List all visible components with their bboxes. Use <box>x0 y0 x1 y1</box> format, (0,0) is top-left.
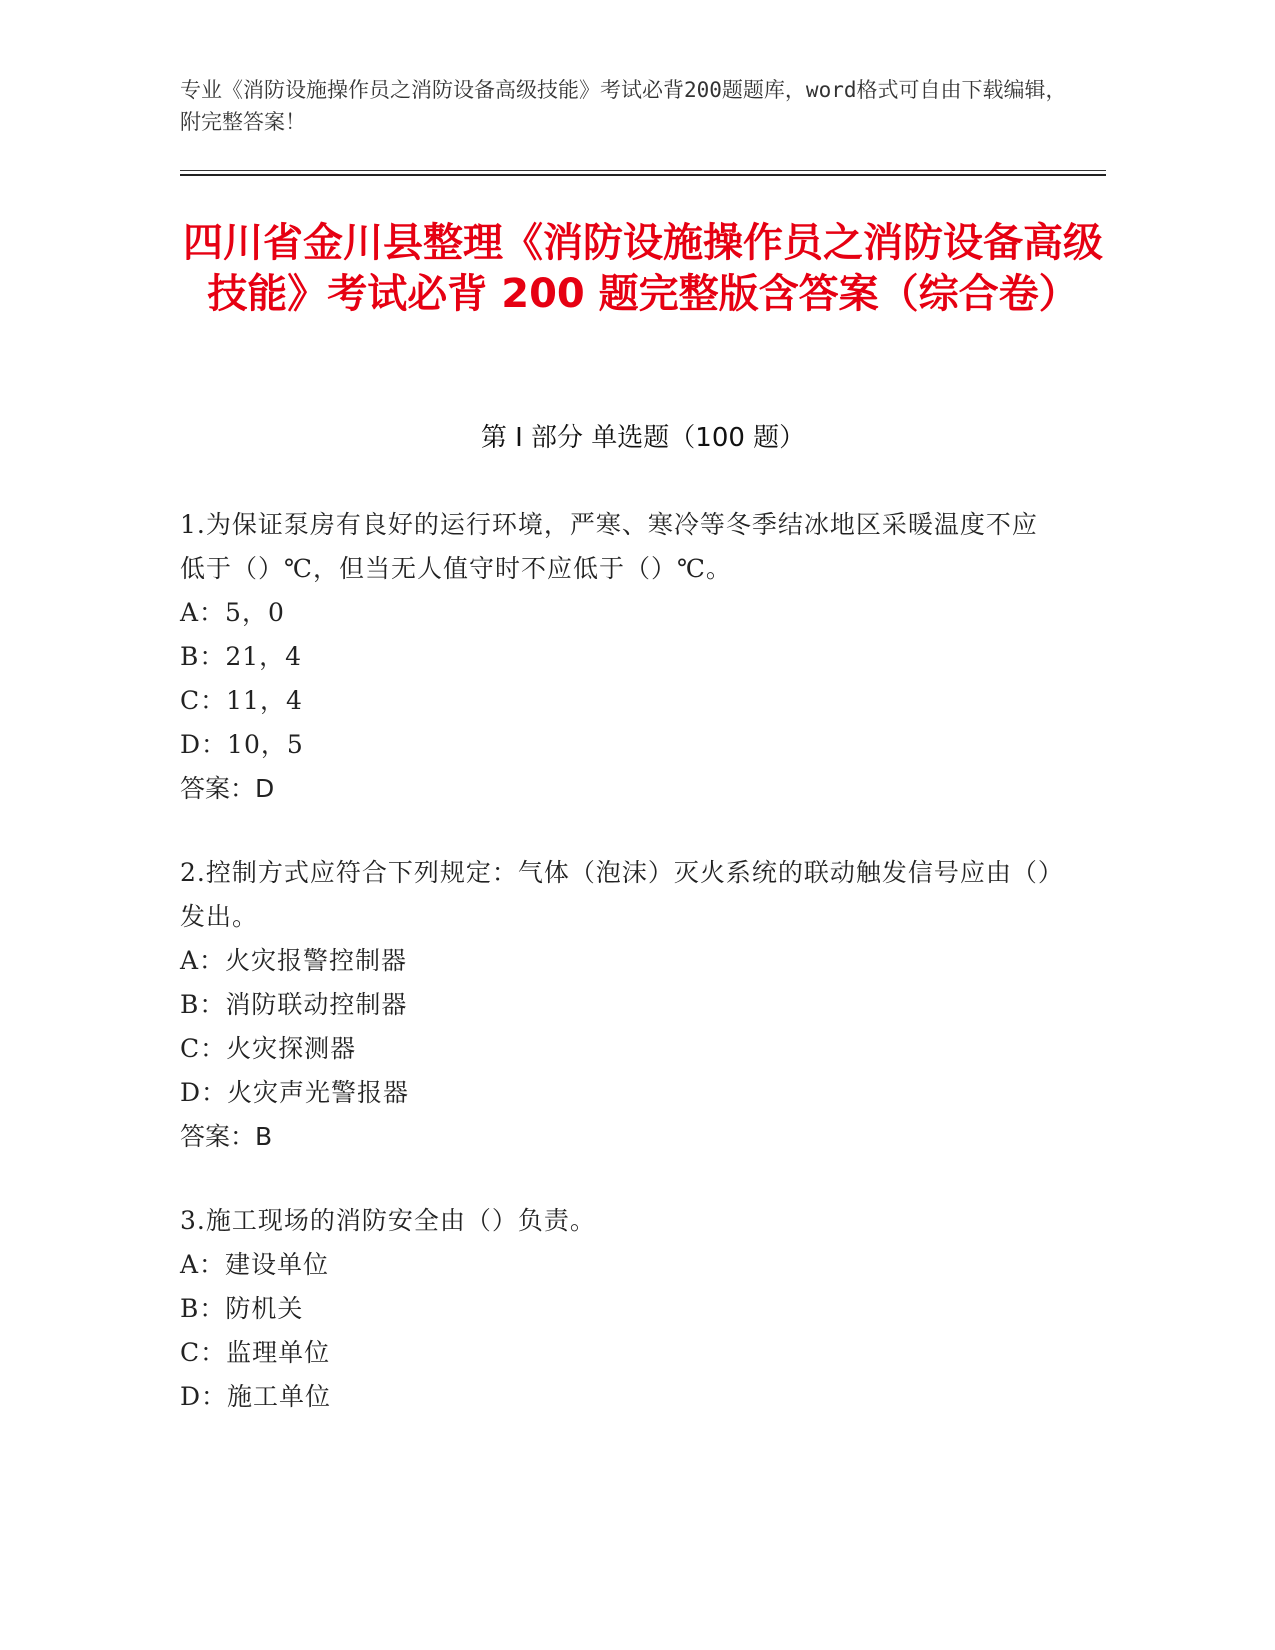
question-stem: 1.为保证泵房有良好的运行环境，严寒、寒冷等冬季结冰地区采暖温度不应低于（）℃，但当无人值守时不应低于（）℃。 <box>180 510 1038 583</box>
section-title: 第 I 部分 单选题（100 题） <box>480 423 806 453</box>
header-divider-thin <box>180 170 1106 171</box>
option-a: A：火灾报警控制器 <box>180 946 408 975</box>
option-d: D：10，5 <box>180 730 304 759</box>
question-3 <box>180 1199 1060 1419</box>
header-divider-thick <box>180 174 1106 176</box>
option-d: D：施工单位 <box>180 1382 332 1411</box>
header-note: 专业《消防设施操作员之消防设备高级技能》考试必背200题题库，word格式可自由下载编辑，附完整答案！ <box>180 78 1067 134</box>
option-a: A：5，0 <box>180 598 285 627</box>
option-c: C：火灾探测器 <box>180 1034 357 1063</box>
question-2 <box>180 851 1060 1159</box>
option-a: A：建设单位 <box>180 1250 330 1279</box>
question-stem: 3.施工现场的消防安全由（）负责。 <box>180 1206 596 1235</box>
option-d: D：火灾声光警报器 <box>180 1078 410 1107</box>
answer-line: 答案：B <box>180 1122 273 1151</box>
option-b: B：防机关 <box>180 1294 304 1323</box>
document-title: 四川省金川县整理《消防设施操作员之消防设备高级技能》考试必背 200 题完整版含答案（综合卷） <box>183 220 1103 317</box>
answer-line: 答案：D <box>180 774 275 803</box>
option-b: B：消防联动控制器 <box>180 990 408 1019</box>
question-1 <box>180 503 1060 811</box>
option-b: B：21，4 <box>180 642 303 671</box>
question-stem: 2.控制方式应符合下列规定：气体（泡沫）灭火系统的联动触发信号应由（）发出。 <box>180 858 1052 931</box>
option-c: C：监理单位 <box>180 1338 331 1367</box>
option-c: C：11，4 <box>180 686 303 715</box>
